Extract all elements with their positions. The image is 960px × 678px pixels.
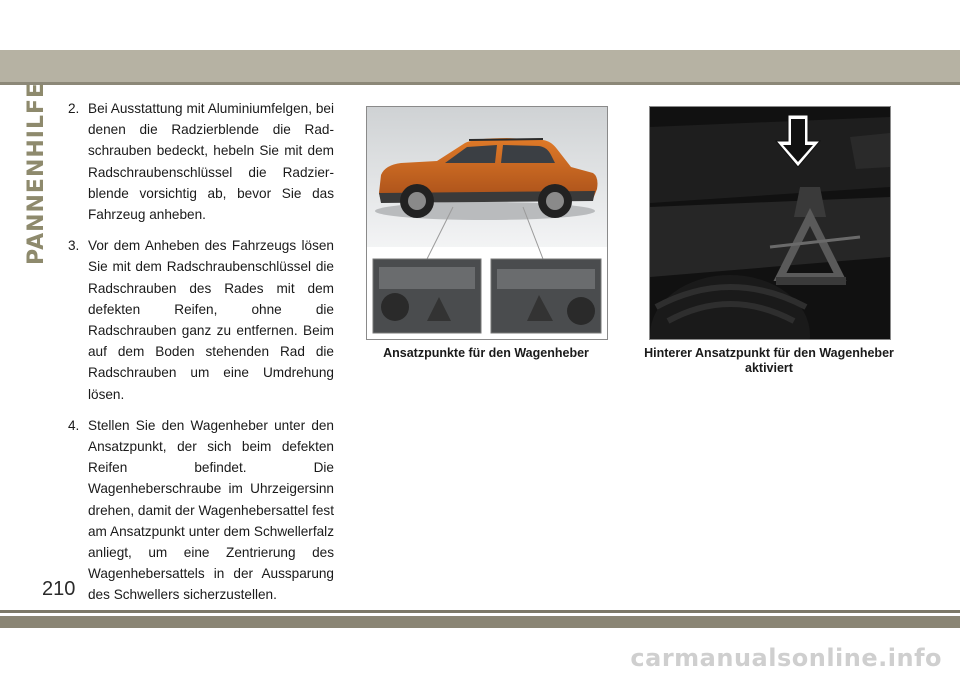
step-number: 4. xyxy=(68,417,80,433)
footer-band xyxy=(0,616,960,628)
list-item xyxy=(68,235,334,405)
figure-caption-right: Hinterer Ansatzpunkt für den Wagenheber aktiviert xyxy=(644,346,894,375)
suv-jack-points-illustration xyxy=(367,107,607,339)
footer-band-line xyxy=(0,610,960,613)
step-text: Bei Ausstattung mit Aluminiumfelgen, bei denen die Radzierblende die Radschrauben bedeckt, hebeln Sie mit dem Radschraubenschlüssel die Radzierblende vorsichtig ab, bevor Sie das Fahrzeug anheben. xyxy=(88,101,334,223)
step-number: 3. xyxy=(68,238,80,254)
figure-caption-left: Ansatzpunkte für den Wagenheber xyxy=(383,346,589,360)
header-band-line xyxy=(0,82,960,85)
section-title: PANNENHILFE xyxy=(24,81,50,265)
list-item xyxy=(68,98,334,225)
section-title-tab xyxy=(22,81,52,265)
list-item xyxy=(68,415,334,606)
header-band xyxy=(0,50,960,82)
step-text: Stellen Sie den Wagenheber unter den Ansatzpunkt, der sich beim defekten Reifen befindet. Die Wagenheberschraube im Uhrzeigersinn drehen, damit der Wagenhebersattel fest am Ansatzpunkt unter dem Schwellerfalz anliegt, um eine Zentrierung des Wagenhebersattels in der Aussparung des Schwellers sicherzustellen. xyxy=(88,417,334,603)
step-text: Vor dem Anheben des Fahrzeugs lösen Sie mit dem Radschraubenschlüssel die Radschrauben des Rades mit dem defekten Reifen, ohne die Radschrauben ganz zu entfernen. Beim auf dem Boden stehenden Rad die Radschrauben um eine Umdrehung lösen. xyxy=(88,238,334,402)
rear-jack-point-figure xyxy=(649,106,891,340)
rear-jack-engaged-photo xyxy=(650,107,890,339)
page-number: 210 xyxy=(42,578,76,600)
step-number: 2. xyxy=(68,101,80,116)
jack-points-figure xyxy=(366,106,608,340)
watermark: carmanualsonline.info xyxy=(630,644,942,672)
instruction-list xyxy=(68,98,334,616)
